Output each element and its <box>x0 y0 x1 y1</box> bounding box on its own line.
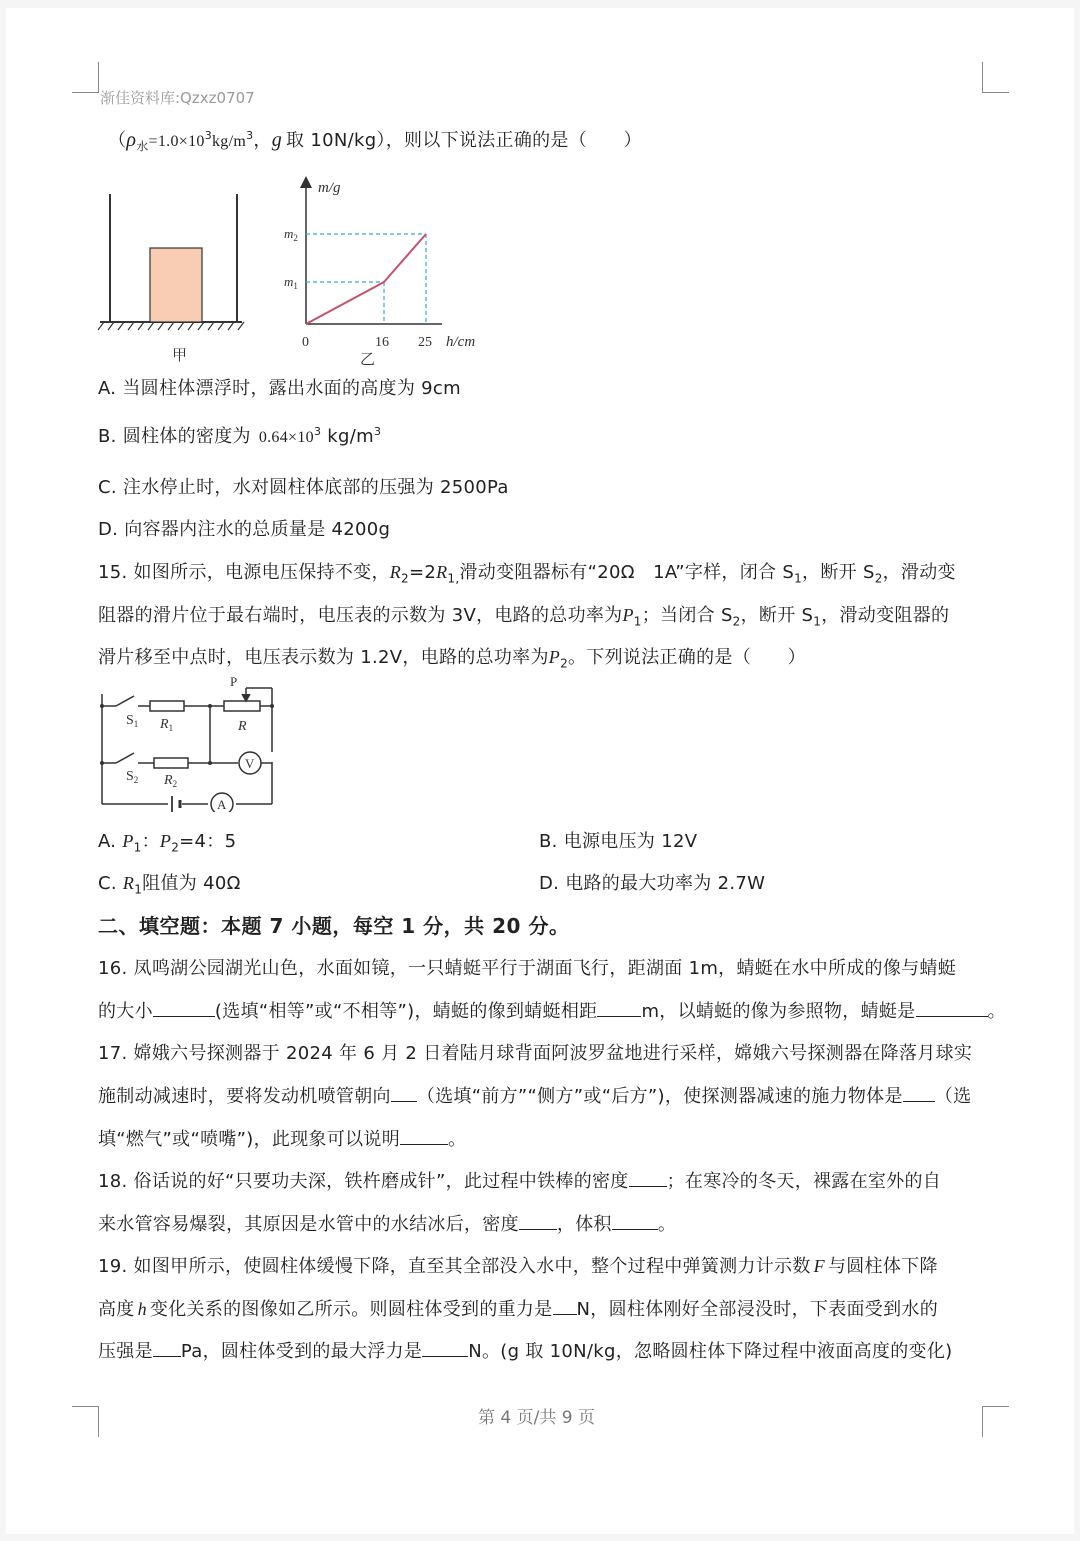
corner-mark-bottom-left <box>72 1406 99 1437</box>
header-watermark: 渐佳资料库:Qzxz0707 <box>100 89 255 107</box>
option-b-unit-exponent: 3 <box>373 425 382 438</box>
q15-option-c: C. $R_1$阻值为 40Ω <box>98 873 241 897</box>
q18-line-1: 18. 俗话说的好“只要功夫深，铁杵磨成针”，此过程中铁棒的密度 ；在寒冷的冬天，裸露在室外的自 <box>98 1171 942 1192</box>
q19-blank-1[interactable] <box>553 1298 577 1315</box>
voltmeter-label: V <box>245 756 255 771</box>
y-tick-m1: $m_1$ <box>284 274 298 291</box>
q18-line-2: 来水管容易爆裂，其原因是水管中的水结冰后，密度 ，体积 。 <box>98 1214 677 1235</box>
q17-blank-2[interactable] <box>903 1085 935 1102</box>
option-b-exponent: 3 <box>313 425 322 438</box>
y-tick-m2: $m_2$ <box>284 226 298 243</box>
resistor-r2 <box>154 758 188 768</box>
rheostat-r <box>224 701 260 711</box>
q19-line-2: 高度 h 变化关系的图像如乙所示。则圆柱体受到的重力是 N，圆柱体刚好全部浸没时，下表面受到水的 <box>98 1299 938 1320</box>
q15-line-3: 滑片移至中点时，电压表示数为 1.2V，电路的总功率为$P_2$。下列说法正确的是（ ） <box>98 647 806 671</box>
q14-option-a: A. 当圆柱体漂浮时，露出水面的高度为 9cm <box>98 378 461 399</box>
section-2-title: 二、填空题：本题 7 小题，每空 1 分，共 20 分。 <box>98 914 570 938</box>
corner-mark-bottom-right <box>982 1406 1009 1437</box>
cylinder-block <box>150 248 202 322</box>
rho-value: =1.0×10 <box>148 133 205 150</box>
rho-exponent: 3 <box>204 129 212 142</box>
option-b-prefix: B. 圆柱体的密度为 <box>98 426 251 447</box>
label-r2: $R_2$ <box>164 773 178 789</box>
switch-s1-blade <box>116 696 134 706</box>
mass-vs-height-line <box>306 234 426 324</box>
rho-symbol: ρ <box>126 129 137 151</box>
slider-label-p: P <box>230 674 238 689</box>
q16-line-2: 的大小 (选填“相等”或“不相等”)，蜻蜓的像到蜻蜓相距 m，以蜻蜓的像为参照物，蜻蜓是 。 <box>98 1001 1006 1022</box>
label-r1: $R_1$ <box>160 717 174 733</box>
x-tick-25: 25 <box>418 335 432 350</box>
q15-line-2: 阻器的滑片位于最右端时，电压表的示数为 3V，电路的总功率为$P_1$；当闭合 $S_2$，断开 $S_1$，滑动变阻器的 <box>98 605 950 629</box>
q15-option-d: D. 电路的最大功率为 2.7W <box>539 873 766 894</box>
q15-line-1: 15. 如图所示，电源电压保持不变，$R_2=2R_{1,}$滑动变阻器标有“20Ω 1A”字样，闭合 $S_1$，断开 $S_2$，滑动变 <box>98 562 956 586</box>
q18-blank-3[interactable] <box>612 1213 658 1230</box>
comma: ， <box>253 130 272 151</box>
q16-blank-3[interactable] <box>916 1000 988 1017</box>
document-page <box>6 8 1074 1534</box>
g-variable: g <box>271 129 283 151</box>
x-tick-16: 16 <box>375 335 389 350</box>
resistor-r1 <box>150 701 184 711</box>
q14-option-d: D. 向容器内注水的总质量是 4200g <box>98 519 391 540</box>
rho-subscript: 水 <box>136 139 149 154</box>
q19-line-3: 压强是 Pa，圆柱体受到的最大浮力是 N。(g 取 10N/kg，忽略圆柱体下降过程中液面高度的变化) <box>98 1341 953 1362</box>
option-b-value: 0.64×10 <box>258 429 314 446</box>
figure-yi-caption: 乙 <box>360 352 376 368</box>
q15-circuit-diagram <box>94 672 284 812</box>
label-s1: $S_1$ <box>126 713 139 729</box>
figure-yi-graph <box>272 172 492 372</box>
rho-unit: kg/m <box>212 133 247 150</box>
label-s2: $S_2$ <box>126 769 139 785</box>
option-b-unit: kg/m <box>327 426 374 447</box>
q14-option-b <box>98 422 381 448</box>
q19-line-1: 19. 如图甲所示，使圆柱体缓慢下降，直至其全部没入水中，整个过程中弹簧测力计示数 F 与圆柱体下降 <box>98 1256 938 1277</box>
q17-blank-3[interactable] <box>400 1128 448 1145</box>
q15-option-b: B. 电源电压为 12V <box>539 831 698 852</box>
q18-blank-2[interactable] <box>519 1213 557 1230</box>
x-axis-label: h/cm <box>446 334 476 350</box>
q14-stem <box>108 126 642 155</box>
q17-line-1: 17. 嫦娥六号探测器于 2024 年 6 月 2 日着陆月球背面阿波罗盆地进行采样，嫦娥六号探测器在降落月球实 <box>98 1043 973 1064</box>
y-axis-label: m/g <box>318 180 341 196</box>
q18-blank-1[interactable] <box>629 1170 667 1187</box>
q16-line-1: 16. 凤鸣湖公园湖光山色，水面如镜，一只蜻蜓平行于湖面飞行，距湖面 1m，蜻蜓在水中所成的像与蜻蜓 <box>98 958 957 979</box>
q17-line-2: 施制动减速时，要将发动机喷管朝向 （选填“前方”“侧方”或“后方”)，使探测器减速的施力物体是 （选 <box>98 1086 972 1107</box>
open-paren: （ <box>108 130 127 151</box>
corner-mark-top-left <box>72 62 99 93</box>
q17-blank-1[interactable] <box>391 1085 417 1102</box>
q16-blank-1[interactable] <box>153 1000 215 1017</box>
g-text: 取 10N/kg），则以下说法正确的是（ ） <box>286 130 642 151</box>
switch-s2-blade <box>116 753 134 763</box>
q17-line-3: 填“燃气”或“喷嘴”)，此现象可以说明 。 <box>98 1129 467 1150</box>
page-number-footer: 第 4 页/共 9 页 <box>478 1408 595 1428</box>
rheostat-slider-arrow <box>242 694 250 701</box>
origin-label: 0 <box>302 335 309 350</box>
figure-jia-container <box>96 194 246 364</box>
floor-hatching <box>98 322 244 330</box>
q14-option-c: C. 注水停止时，水对圆柱体底部的压强为 2500Pa <box>98 477 509 498</box>
figure-jia-caption: 甲 <box>172 348 188 364</box>
q16-blank-2[interactable] <box>597 1000 641 1017</box>
q15-option-a: A. $P_1$：$P_2=4$：5 <box>98 831 237 855</box>
rho-unit-exponent: 3 <box>246 129 254 142</box>
q19-blank-2[interactable] <box>153 1340 181 1357</box>
corner-mark-top-right <box>982 62 1009 93</box>
label-r: R <box>238 719 247 734</box>
q19-blank-3[interactable] <box>422 1340 468 1357</box>
ammeter-label: A <box>217 797 227 812</box>
